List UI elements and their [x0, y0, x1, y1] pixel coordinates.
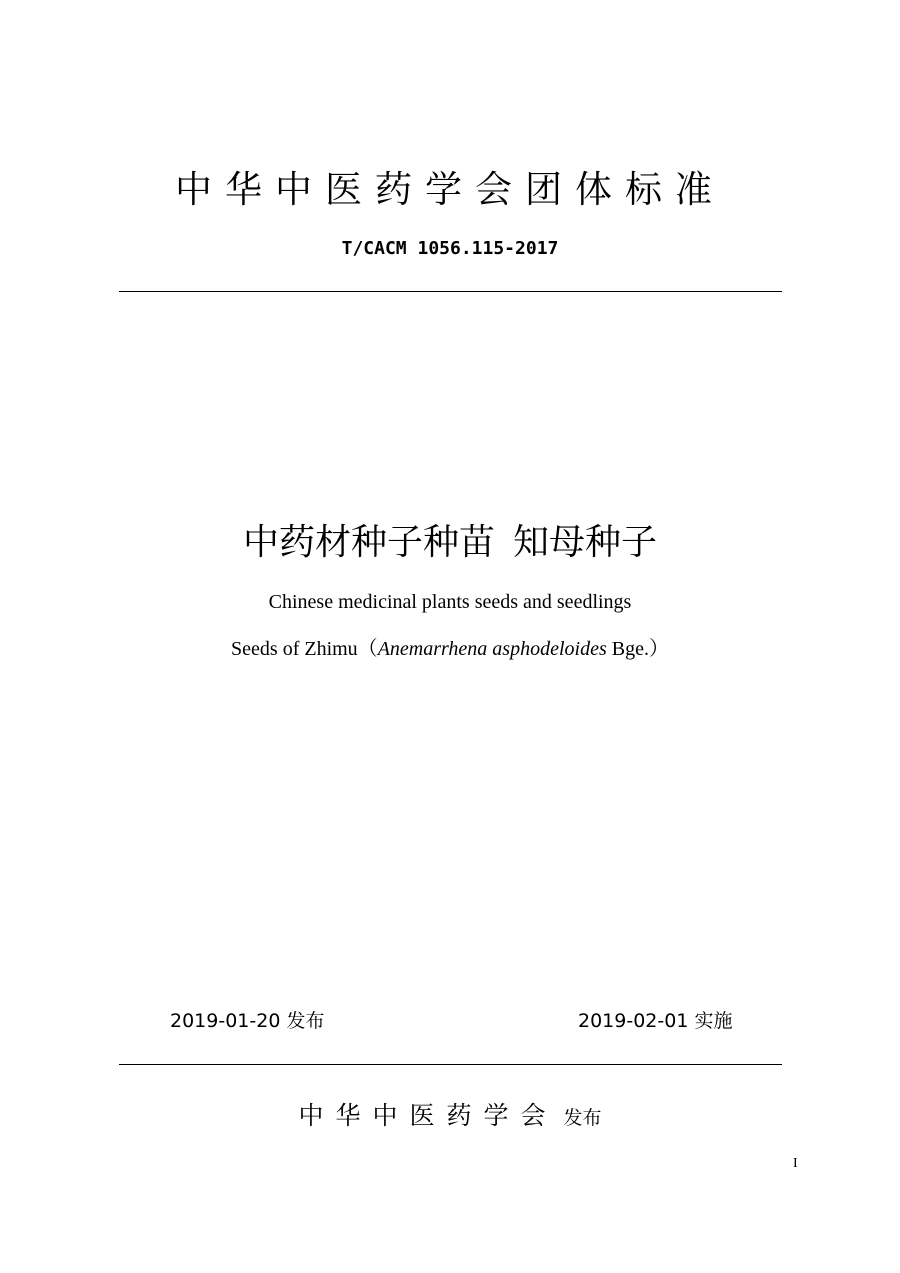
- english-subtitle-prefix: Seeds of Zhimu（: [231, 638, 378, 660]
- english-subtitle: [0, 636, 900, 662]
- publisher-name: 中华中医药学会: [298, 1101, 558, 1130]
- chinese-title-main: 中药材种子种苗: [242, 522, 495, 563]
- issue-date: 2019-01-20 发布: [170, 1010, 325, 1032]
- publisher-line: [0, 1098, 900, 1137]
- chinese-title-sub: 知母种子: [513, 522, 658, 563]
- chinese-title: [0, 520, 900, 566]
- latin-species-name: Anemarrhena asphodeloides: [377, 638, 607, 660]
- page-number: I: [793, 1156, 798, 1171]
- implementation-date: 2019-02-01 实施: [578, 1010, 733, 1032]
- publish-label: 发布: [563, 1107, 602, 1129]
- english-subtitle-suffix: Bge.）: [606, 638, 669, 660]
- english-title: Chinese medicinal plants seeds and seedlings: [268, 591, 632, 613]
- top-divider: [119, 291, 782, 292]
- standard-org-title: 中华中医药学会团体标准: [175, 168, 725, 211]
- standard-code: T/CACM 1056.115-2017: [341, 238, 559, 259]
- bottom-divider: [119, 1064, 782, 1065]
